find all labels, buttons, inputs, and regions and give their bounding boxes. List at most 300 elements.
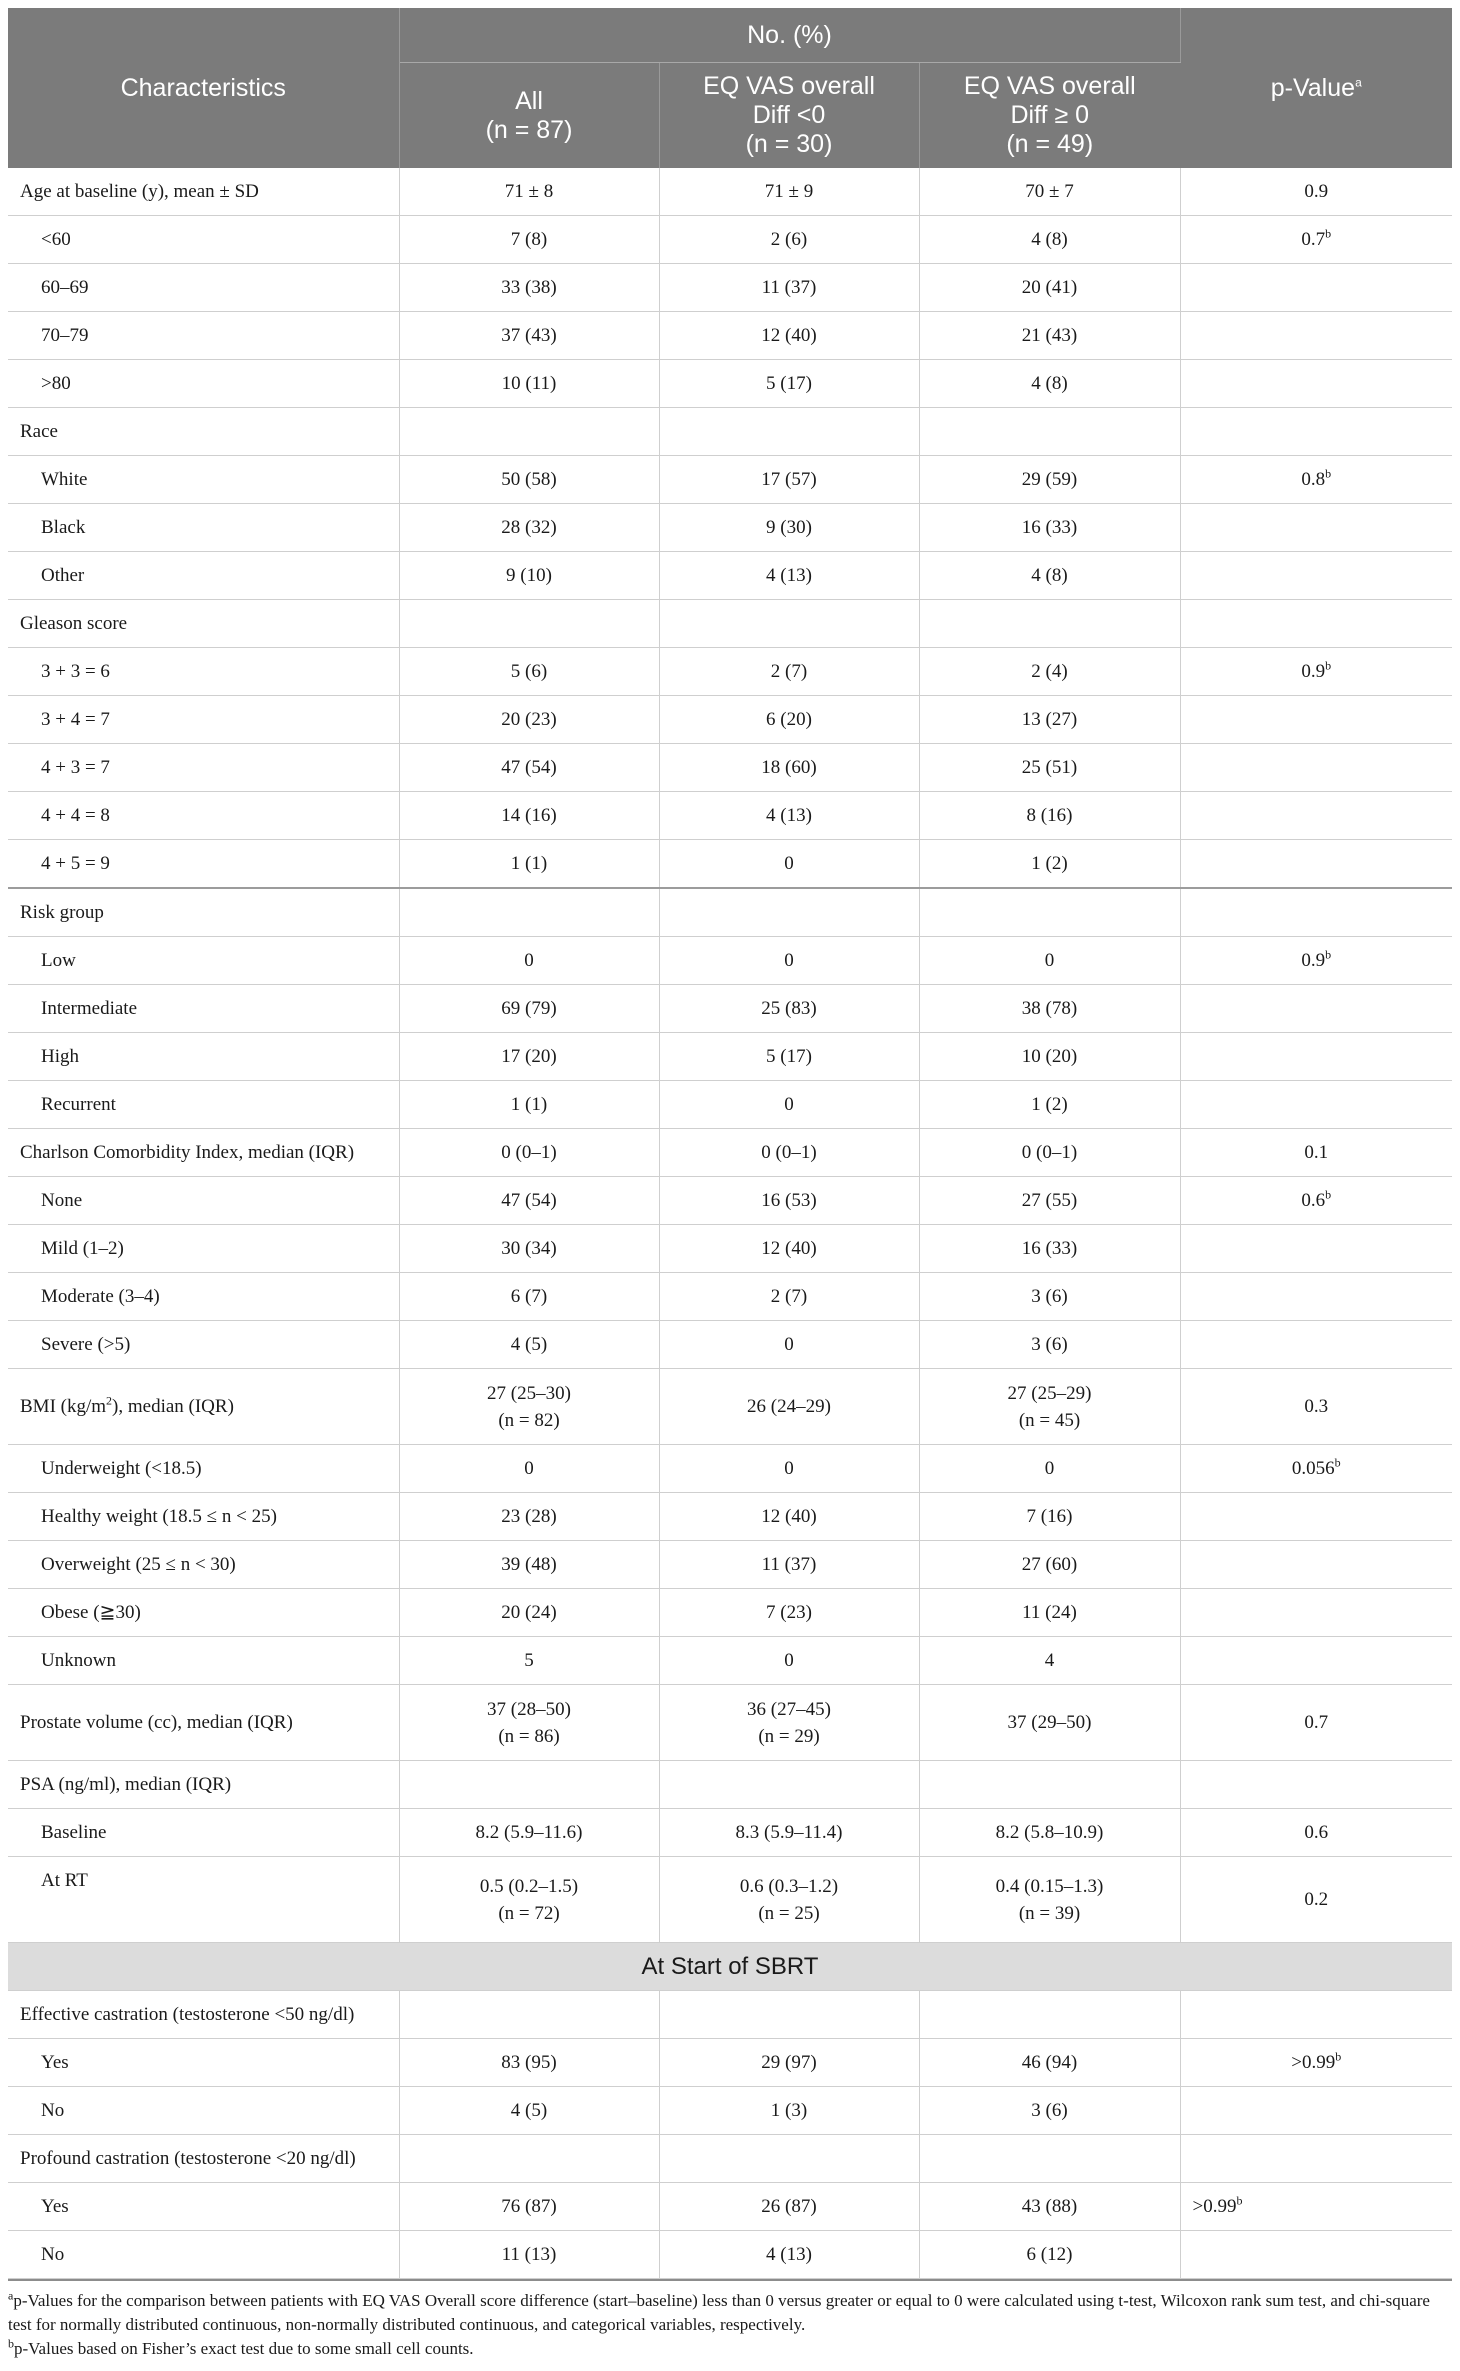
header-pvalue-text: p-Value xyxy=(1270,73,1356,102)
footnote-a-marker: a xyxy=(8,2288,14,2303)
cell-diff-ge0 xyxy=(919,792,1180,840)
table-row xyxy=(8,408,1452,456)
cell-all-value: 11 (13) xyxy=(501,2244,557,2265)
cell-diff-lt0-value: 4 (13) xyxy=(766,565,812,586)
row-label xyxy=(8,1761,399,1809)
cell-pvalue xyxy=(1180,1225,1452,1273)
header-diff-ge0 xyxy=(919,63,1180,169)
cell-diff-ge0-value: 0 (0–1) xyxy=(1021,1142,1078,1163)
pvalue-text: 0.7 xyxy=(1304,1712,1329,1733)
cell-diff-ge0 xyxy=(919,1129,1180,1177)
cell-diff-lt0-value: 0 xyxy=(784,853,794,874)
cell-pvalue xyxy=(1180,168,1452,216)
cell-pvalue xyxy=(1180,1589,1452,1637)
cell-diff-ge0-value: 7 (16) xyxy=(1026,1506,1073,1527)
cell-all-value: 17 (20) xyxy=(501,1046,557,1067)
footnotes xyxy=(8,2279,1452,2361)
cell-all-value: 5 (6) xyxy=(510,661,548,682)
row-label xyxy=(8,648,399,696)
cell-diff-ge0-value: 13 (27) xyxy=(1021,709,1078,730)
cell-diff-ge0 xyxy=(919,1321,1180,1369)
cell-all xyxy=(399,937,659,985)
cell-pvalue xyxy=(1180,1637,1452,1685)
cell-diff-lt0-value: 2 (7) xyxy=(770,661,808,682)
row-label-text: 70–79 xyxy=(41,325,89,346)
cell-diff-ge0 xyxy=(919,840,1180,889)
pvalue-text: 0.9 xyxy=(1301,661,1326,682)
cell-diff-lt0-value: 17 (57) xyxy=(761,469,817,490)
cell-diff-lt0-value: 2 (7) xyxy=(770,1286,808,1307)
cell-all xyxy=(399,1081,659,1129)
cell-all xyxy=(399,1991,659,2039)
cell-pvalue xyxy=(1180,1857,1452,1943)
cell-all xyxy=(399,2135,659,2183)
cell-all-value: 0 xyxy=(524,950,534,971)
cell-all xyxy=(399,648,659,696)
cell-diff-lt0-value: 29 (97) xyxy=(761,2052,817,2073)
cell-all-value: 1 (1) xyxy=(510,1094,548,1115)
header-pvalue xyxy=(1180,8,1452,168)
cell-diff-lt0-value: 4 (13) xyxy=(766,2244,812,2265)
cell-diff-lt0 xyxy=(659,840,919,889)
row-label xyxy=(8,696,399,744)
cell-pvalue xyxy=(1180,1493,1452,1541)
cell-diff-lt0 xyxy=(659,408,919,456)
row-label xyxy=(8,1589,399,1637)
cell-all xyxy=(399,1321,659,1369)
cell-all xyxy=(399,408,659,456)
cell-pvalue xyxy=(1180,1081,1452,1129)
row-label xyxy=(8,840,399,889)
cell-diff-ge0 xyxy=(919,1493,1180,1541)
cell-diff-lt0 xyxy=(659,1081,919,1129)
cell-diff-ge0 xyxy=(919,648,1180,696)
table-row xyxy=(8,504,1452,552)
table-row xyxy=(8,264,1452,312)
cell-diff-lt0-value: 0 xyxy=(784,1458,794,1479)
table-row xyxy=(8,744,1452,792)
cell-diff-lt0 xyxy=(659,2231,919,2279)
cell-all-value: 23 (28) xyxy=(501,1506,557,1527)
cell-diff-ge0 xyxy=(919,312,1180,360)
table-row xyxy=(8,2183,1452,2231)
cell-all-value: 37 (43) xyxy=(501,325,557,346)
pvalue-text: 0.9 xyxy=(1301,950,1326,971)
cell-pvalue xyxy=(1180,600,1452,648)
cell-all xyxy=(399,1809,659,1857)
pvalue-sup: b xyxy=(1325,466,1332,481)
cell-diff-ge0 xyxy=(919,1541,1180,1589)
cell-diff-lt0 xyxy=(659,312,919,360)
table-body xyxy=(8,168,1452,2279)
row-label xyxy=(8,264,399,312)
pvalue-text: >0.99 xyxy=(1192,2196,1237,2217)
cell-diff-ge0-value: 8 (16) xyxy=(1026,805,1073,826)
cell-pvalue xyxy=(1180,696,1452,744)
row-label-text: Unknown xyxy=(41,1650,116,1671)
row-label-text: >80 xyxy=(41,373,71,394)
table-row xyxy=(8,696,1452,744)
cell-diff-ge0 xyxy=(919,1809,1180,1857)
header-pvalue-sup: a xyxy=(1355,75,1362,90)
row-label-text: Race xyxy=(20,421,58,442)
cell-diff-lt0 xyxy=(659,1541,919,1589)
cell-all-value: 27 (25–30) xyxy=(487,1382,571,1404)
cell-diff-lt0 xyxy=(659,456,919,504)
cell-diff-ge0 xyxy=(919,1637,1180,1685)
row-label-text: Low xyxy=(41,950,76,971)
pvalue-text: 0.8 xyxy=(1301,469,1326,490)
cell-diff-ge0 xyxy=(919,1273,1180,1321)
table-row xyxy=(8,168,1452,216)
pvalue-text: 0.6 xyxy=(1304,1822,1329,1843)
cell-all xyxy=(399,1445,659,1493)
table-row xyxy=(8,937,1452,985)
row-label-text: None xyxy=(41,1190,83,1211)
cell-diff-lt0-value: 0 xyxy=(784,1650,794,1671)
row-label xyxy=(8,1991,399,2039)
cell-pvalue xyxy=(1180,312,1452,360)
footnote-b-marker: b xyxy=(8,2336,14,2351)
cell-all-value: 47 (54) xyxy=(501,1190,557,1211)
cell-diff-ge0 xyxy=(919,2087,1180,2135)
cell-diff-lt0-n: (n = 29) xyxy=(758,1725,820,1747)
cell-diff-ge0-value: 3 (6) xyxy=(1031,1286,1068,1307)
row-label-text: Effective castration (testosterone <50 ng/dl) xyxy=(20,2004,355,2025)
cell-pvalue xyxy=(1180,1991,1452,2039)
cell-all xyxy=(399,2039,659,2087)
header-all-line2: (n = 87) xyxy=(485,115,573,144)
cell-pvalue xyxy=(1180,408,1452,456)
cell-diff-ge0-value: 0 xyxy=(1044,1458,1055,1479)
cell-diff-lt0-value: 11 (37) xyxy=(761,277,817,298)
row-label xyxy=(8,792,399,840)
cell-pvalue xyxy=(1180,937,1452,985)
footnote-b xyxy=(8,2337,1450,2361)
row-label-text: Obese (≧30) xyxy=(41,1602,141,1623)
cell-diff-lt0-value: 1 (3) xyxy=(770,2100,808,2121)
cell-all xyxy=(399,2183,659,2231)
cell-diff-lt0 xyxy=(659,168,919,216)
cell-pvalue xyxy=(1180,1761,1452,1809)
row-label-text: Charlson Comorbidity Index, median (IQR) xyxy=(20,1142,355,1163)
table-row xyxy=(8,552,1452,600)
table-row xyxy=(8,312,1452,360)
table-row xyxy=(8,1225,1452,1273)
cell-all xyxy=(399,1541,659,1589)
cell-diff-ge0-value: 4 xyxy=(1044,1650,1055,1671)
cell-diff-ge0 xyxy=(919,264,1180,312)
row-label xyxy=(8,1857,399,1943)
cell-diff-ge0 xyxy=(919,408,1180,456)
cell-all xyxy=(399,744,659,792)
table-row xyxy=(8,2087,1452,2135)
section-header: At Start of SBRT xyxy=(8,1943,1452,1991)
cell-all xyxy=(399,456,659,504)
cell-pvalue xyxy=(1180,2231,1452,2279)
pvalue-text: 0.6 xyxy=(1301,1190,1326,1211)
pvalue-sup: b xyxy=(1325,1187,1332,1202)
row-label xyxy=(8,1685,399,1761)
table-row xyxy=(8,1081,1452,1129)
header-lt0-line1: EQ VAS overall xyxy=(703,72,875,100)
table-row xyxy=(8,2231,1452,2279)
cell-diff-lt0-value: 0 xyxy=(784,950,794,971)
cell-diff-lt0 xyxy=(659,600,919,648)
cell-all xyxy=(399,2087,659,2135)
cell-diff-lt0-value: 9 (30) xyxy=(766,517,812,538)
cell-diff-ge0 xyxy=(919,1445,1180,1493)
pvalue-sup: b xyxy=(1335,2049,1342,2064)
cell-all-value: 37 (28–50) xyxy=(487,1698,571,1720)
table-row xyxy=(8,792,1452,840)
cell-diff-lt0-value: 4 (13) xyxy=(766,805,812,826)
cell-diff-ge0 xyxy=(919,168,1180,216)
row-label xyxy=(8,985,399,1033)
characteristics-table xyxy=(8,8,1452,2279)
table-row xyxy=(8,648,1452,696)
cell-diff-lt0-value: 26 (87) xyxy=(761,2196,817,2217)
cell-diff-lt0 xyxy=(659,1445,919,1493)
cell-diff-ge0-value: 21 (43) xyxy=(1021,325,1078,346)
cell-all xyxy=(399,888,659,937)
table-row xyxy=(8,1177,1452,1225)
cell-diff-ge0-value: 43 (88) xyxy=(1021,2196,1078,2217)
row-label-text: <60 xyxy=(41,229,71,250)
cell-pvalue xyxy=(1180,840,1452,889)
cell-diff-lt0-value: 2 (6) xyxy=(770,229,808,250)
cell-diff-ge0 xyxy=(919,456,1180,504)
row-label-text: Moderate (3–4) xyxy=(41,1286,160,1307)
cell-diff-lt0 xyxy=(659,216,919,264)
cell-diff-ge0 xyxy=(919,937,1180,985)
cell-all xyxy=(399,1685,659,1761)
cell-diff-lt0-value: 25 (83) xyxy=(761,998,817,1019)
cell-pvalue xyxy=(1180,1369,1452,1445)
cell-diff-lt0-value: 0 xyxy=(784,1094,794,1115)
cell-diff-ge0-value: 3 (6) xyxy=(1031,1334,1068,1355)
cell-pvalue xyxy=(1180,1177,1452,1225)
header-all-line1: All xyxy=(515,86,543,115)
cell-all-value: 0.5 (0.2–1.5) xyxy=(479,1875,579,1897)
pvalue-sup: b xyxy=(1325,947,1332,962)
row-label xyxy=(8,1033,399,1081)
row-label xyxy=(8,2039,399,2087)
cell-all xyxy=(399,552,659,600)
row-label-text: Healthy weight (18.5 ≤ n < 25) xyxy=(41,1506,277,1527)
cell-all-value: 14 (16) xyxy=(501,805,557,826)
row-label-text: Baseline xyxy=(41,1822,107,1843)
pvalue-sup: b xyxy=(1325,658,1332,673)
cell-diff-lt0-value: 6 (20) xyxy=(766,709,812,730)
pvalue-text: 0.7 xyxy=(1301,229,1326,250)
row-label xyxy=(8,1273,399,1321)
row-label xyxy=(8,600,399,648)
cell-diff-lt0-value: 12 (40) xyxy=(761,325,817,346)
cell-diff-lt0 xyxy=(659,552,919,600)
header-lt0-line3: (n = 30) xyxy=(745,130,833,158)
pvalue-sup: b xyxy=(1334,1455,1341,1470)
cell-diff-lt0 xyxy=(659,1225,919,1273)
cell-pvalue xyxy=(1180,1129,1452,1177)
cell-diff-ge0 xyxy=(919,2183,1180,2231)
row-label-text: PSA (ng/ml), median (IQR) xyxy=(20,1774,232,1795)
cell-pvalue xyxy=(1180,1033,1452,1081)
row-label xyxy=(8,2135,399,2183)
row-label-text: Severe (>5) xyxy=(41,1334,131,1355)
cell-all xyxy=(399,1033,659,1081)
cell-diff-lt0-value: 11 (37) xyxy=(761,1554,817,1575)
cell-diff-lt0 xyxy=(659,985,919,1033)
cell-all xyxy=(399,168,659,216)
cell-all-value: 0 xyxy=(524,1458,534,1479)
pvalue-text: 0.3 xyxy=(1304,1396,1329,1417)
pvalue-text: 0.1 xyxy=(1304,1142,1329,1163)
cell-all-value: 20 (24) xyxy=(501,1602,557,1623)
row-label xyxy=(8,1177,399,1225)
row-label xyxy=(8,168,399,216)
cell-diff-lt0 xyxy=(659,504,919,552)
cell-diff-lt0 xyxy=(659,744,919,792)
row-label-text: Intermediate xyxy=(41,998,138,1019)
cell-diff-ge0 xyxy=(919,216,1180,264)
cell-diff-ge0 xyxy=(919,1033,1180,1081)
footnote-a-text: p-Values for the comparison between patients with EQ VAS Overall score difference (start–baseline) less than 0 versus greater or equal to 0 were calculated using t-test, Wilcoxon rank sum test, and chi-square test for normally distributed continuous, non-normally distributed continuous, and categorical variables, respectively. xyxy=(8,2291,1430,2334)
cell-diff-lt0 xyxy=(659,1177,919,1225)
pvalue-sup: b xyxy=(1236,2193,1243,2208)
cell-diff-ge0 xyxy=(919,985,1180,1033)
row-label-text: Recurrent xyxy=(41,1094,116,1115)
cell-all xyxy=(399,1637,659,1685)
cell-diff-ge0-value: 4 (8) xyxy=(1031,373,1068,394)
row-label-text: No xyxy=(41,2100,65,2121)
cell-diff-lt0-value: 26 (24–29) xyxy=(747,1396,831,1417)
cell-diff-ge0 xyxy=(919,696,1180,744)
row-label-text: 4 + 5 = 9 xyxy=(41,853,110,874)
table-row xyxy=(8,360,1452,408)
row-label-sup: 2 xyxy=(106,1393,113,1408)
cell-diff-ge0-value: 16 (33) xyxy=(1021,517,1078,538)
row-label xyxy=(8,1081,399,1129)
cell-diff-ge0-value: 10 (20) xyxy=(1021,1046,1078,1067)
cell-diff-ge0 xyxy=(919,1081,1180,1129)
cell-pvalue xyxy=(1180,552,1452,600)
cell-all xyxy=(399,312,659,360)
row-label-text: Age at baseline (y), mean ± SD xyxy=(20,181,259,202)
table-header xyxy=(8,8,1452,168)
cell-diff-lt0 xyxy=(659,648,919,696)
row-label-text: Yes xyxy=(41,2196,69,2217)
row-label xyxy=(8,2183,399,2231)
cell-diff-lt0-value: 16 (53) xyxy=(761,1190,817,1211)
row-label-text: 3 + 4 = 7 xyxy=(41,709,110,730)
row-label xyxy=(8,1225,399,1273)
cell-diff-ge0 xyxy=(919,600,1180,648)
cell-all xyxy=(399,985,659,1033)
row-label xyxy=(8,888,399,937)
cell-diff-lt0 xyxy=(659,2183,919,2231)
cell-diff-ge0-value: 6 (12) xyxy=(1026,2244,1073,2265)
cell-diff-ge0 xyxy=(919,1369,1180,1445)
pvalue-sup: b xyxy=(1325,226,1332,241)
cell-diff-ge0-value: 38 (78) xyxy=(1021,998,1078,1019)
cell-diff-ge0-value: 25 (51) xyxy=(1021,757,1078,778)
table-row xyxy=(8,1321,1452,1369)
cell-pvalue xyxy=(1180,2087,1452,2135)
table-row xyxy=(8,1809,1452,1857)
cell-diff-lt0 xyxy=(659,2039,919,2087)
header-ge0-line1: EQ VAS overall xyxy=(963,72,1136,100)
cell-diff-lt0-value: 0.6 (0.3–1.2) xyxy=(739,1875,839,1897)
cell-diff-lt0 xyxy=(659,1685,919,1761)
cell-pvalue xyxy=(1180,888,1452,937)
cell-diff-ge0-value: 3 (6) xyxy=(1031,2100,1068,2121)
cell-all-value: 33 (38) xyxy=(501,277,557,298)
cell-all-value: 8.2 (5.9–11.6) xyxy=(475,1822,583,1843)
table-container xyxy=(8,8,1452,2361)
cell-all xyxy=(399,216,659,264)
cell-diff-lt0 xyxy=(659,1589,919,1637)
cell-all xyxy=(399,696,659,744)
row-label-text: High xyxy=(41,1046,79,1067)
cell-diff-ge0 xyxy=(919,2039,1180,2087)
table-row xyxy=(8,1129,1452,1177)
cell-diff-ge0-value: 46 (94) xyxy=(1021,2052,1078,2073)
table-row xyxy=(8,1761,1452,1809)
cell-diff-ge0 xyxy=(919,1685,1180,1761)
row-label-text: No xyxy=(41,2244,65,2265)
cell-diff-ge0-value: 2 (4) xyxy=(1031,661,1068,682)
cell-all-n: (n = 72) xyxy=(498,1902,560,1924)
cell-diff-lt0 xyxy=(659,264,919,312)
row-label xyxy=(8,216,399,264)
cell-pvalue xyxy=(1180,792,1452,840)
cell-all-value: 30 (34) xyxy=(501,1238,557,1259)
row-label xyxy=(8,1637,399,1685)
cell-diff-ge0 xyxy=(919,552,1180,600)
table-row xyxy=(8,1685,1452,1761)
row-label-text: Profound castration (testosterone <20 ng/dl) xyxy=(20,2148,356,2169)
cell-diff-ge0-value: 70 ± 7 xyxy=(1025,181,1074,202)
cell-diff-lt0 xyxy=(659,888,919,937)
cell-diff-ge0-value: 20 (41) xyxy=(1021,277,1078,298)
cell-all-value: 9 (10) xyxy=(506,565,552,586)
cell-diff-lt0-n: (n = 25) xyxy=(758,1902,820,1924)
cell-diff-ge0 xyxy=(919,2231,1180,2279)
cell-diff-lt0-value: 8.3 (5.9–11.4) xyxy=(735,1822,843,1843)
cell-all-value: 50 (58) xyxy=(501,469,557,490)
cell-diff-lt0 xyxy=(659,1033,919,1081)
cell-pvalue xyxy=(1180,1445,1452,1493)
cell-pvalue xyxy=(1180,456,1452,504)
row-label xyxy=(8,360,399,408)
cell-pvalue xyxy=(1180,2183,1452,2231)
cell-all xyxy=(399,1493,659,1541)
cell-diff-ge0 xyxy=(919,1991,1180,2039)
cell-all xyxy=(399,840,659,889)
cell-all-value: 4 (5) xyxy=(510,2100,548,2121)
cell-all xyxy=(399,2231,659,2279)
table-row xyxy=(8,1991,1452,2039)
pvalue-text: >0.99 xyxy=(1291,2052,1336,2073)
cell-diff-lt0-value: 5 (17) xyxy=(766,1046,812,1067)
cell-all-value: 71 ± 8 xyxy=(504,181,554,202)
cell-diff-ge0-n: (n = 39) xyxy=(1018,1902,1081,1924)
cell-all xyxy=(399,792,659,840)
header-diff-lt0 xyxy=(659,63,919,169)
cell-diff-lt0-value: 12 (40) xyxy=(761,1238,817,1259)
cell-all xyxy=(399,1177,659,1225)
